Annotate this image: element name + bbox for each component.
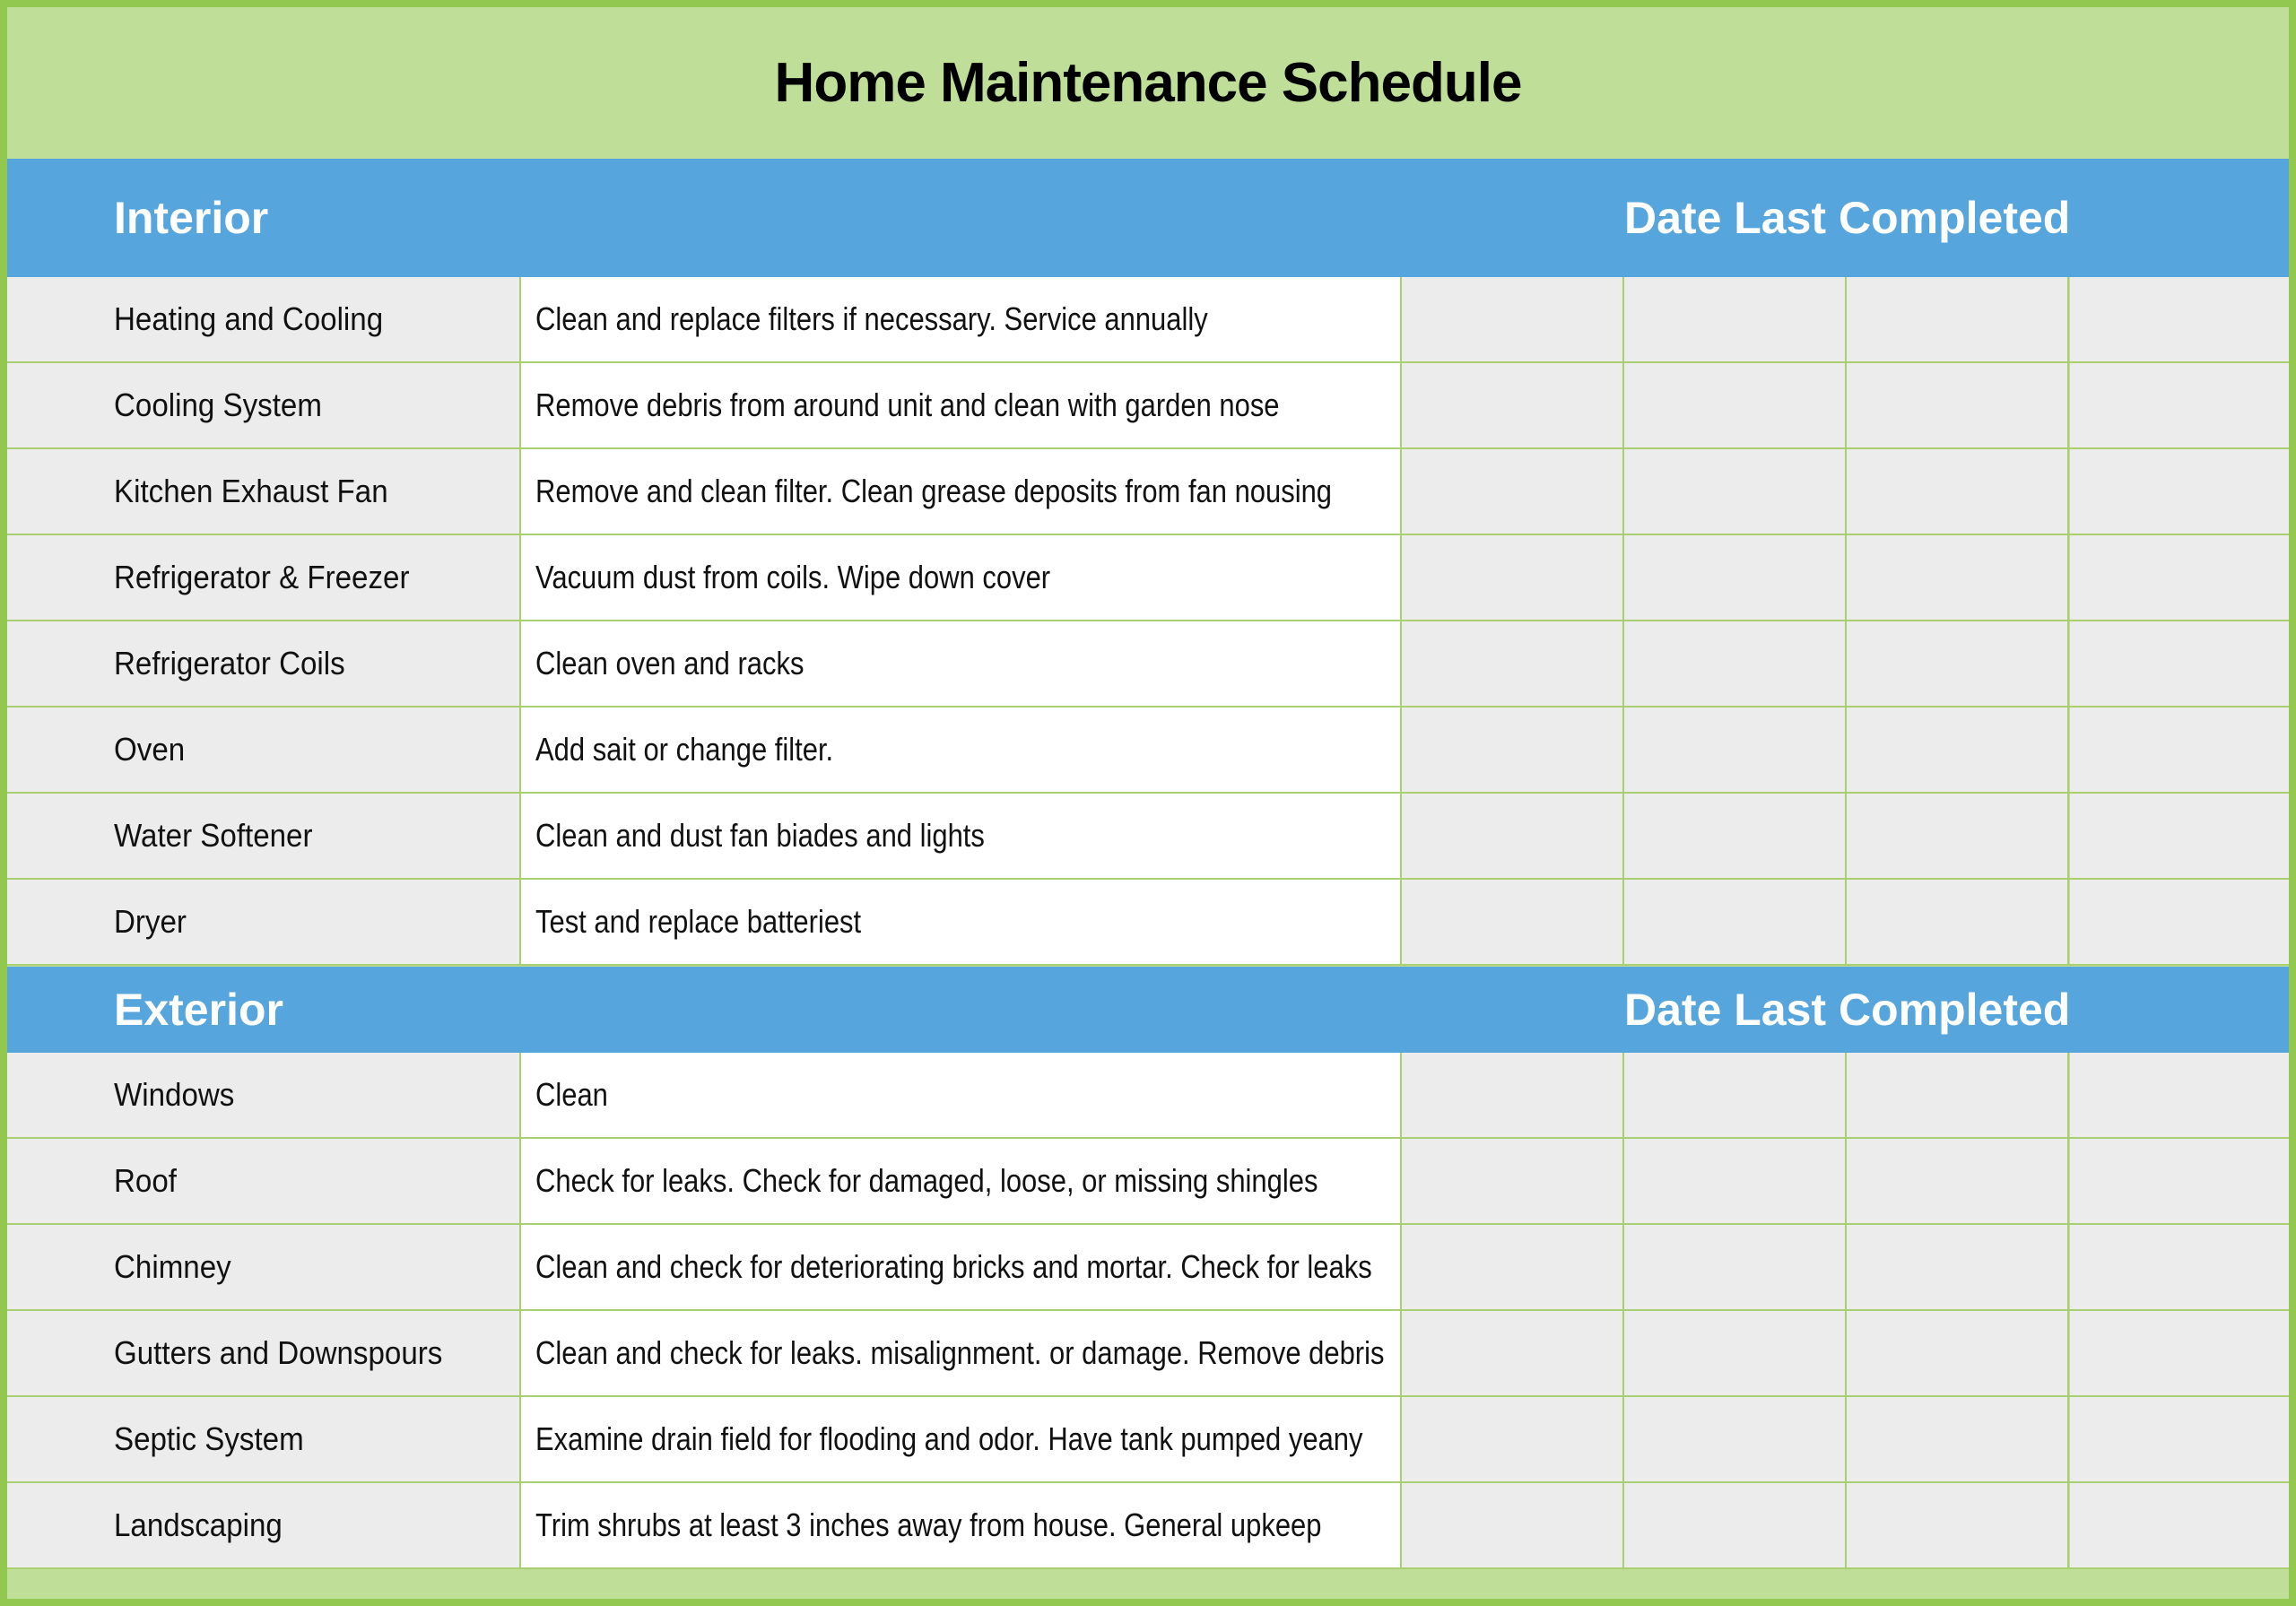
date-completed-cell[interactable] [1847, 535, 2069, 620]
item-cell [7, 363, 521, 447]
date-completed-cell[interactable] [1402, 277, 1624, 361]
date-completed-cell[interactable] [2070, 794, 2289, 878]
table-row [7, 708, 2289, 794]
task-cell [521, 535, 1402, 620]
item-cell [7, 449, 521, 534]
schedule-sheet [7, 7, 2289, 1599]
table-row [7, 535, 2289, 621]
task-description: Clean and replace filters if necessary. Service annually [535, 300, 1208, 337]
date-completed-cell[interactable] [1402, 880, 1624, 964]
task-cell [521, 1225, 1402, 1309]
table-row [7, 363, 2289, 449]
date-completed-cell[interactable] [1624, 1053, 1847, 1137]
date-completed-cell[interactable] [1624, 708, 1847, 792]
table-row [7, 1483, 2289, 1569]
item-name: Refrigerator Coils [114, 645, 345, 681]
table-row [7, 1053, 2289, 1139]
task-description: Remove debris from around unit and clean with garden nose [535, 386, 1280, 423]
date-completed-cell[interactable] [2070, 449, 2289, 534]
date-completed-cell[interactable] [1624, 880, 1847, 964]
date-completed-cell[interactable] [2070, 708, 2289, 792]
date-completed-cell[interactable] [1847, 1053, 2069, 1137]
item-name: Gutters and Downspours [114, 1334, 443, 1371]
date-completed-cell[interactable] [1847, 1225, 2069, 1309]
date-completed-cell[interactable] [2070, 535, 2289, 620]
item-cell [7, 277, 521, 361]
date-completed-cell[interactable] [1624, 1483, 1847, 1567]
date-completed-cell[interactable] [1624, 1311, 1847, 1395]
item-name: Cooling System [114, 386, 322, 423]
task-cell [521, 1053, 1402, 1137]
date-completed-cell[interactable] [1402, 535, 1624, 620]
task-description: Clean [535, 1076, 608, 1113]
task-description: Clean and dust fan biades and lights [535, 817, 985, 854]
section-header-exterior [7, 967, 2289, 1053]
date-completed-cell[interactable] [2070, 1397, 2289, 1481]
task-cell [521, 1397, 1402, 1481]
item-cell [7, 794, 521, 878]
table-row [7, 1139, 2289, 1225]
task-cell [521, 794, 1402, 878]
task-description: Remove and clean filter. Clean grease deposits from fan nousing [535, 473, 1333, 509]
item-cell [7, 708, 521, 792]
task-description: Clean oven and racks [535, 645, 804, 681]
item-cell [7, 880, 521, 964]
date-last-completed-header: Date Last Completed [1624, 193, 2071, 243]
task-description: Clean and check for leaks. misalignment. or damage. Remove debris [535, 1334, 1385, 1371]
date-completed-cell[interactable] [1847, 621, 2069, 706]
date-completed-cell[interactable] [1624, 1139, 1847, 1223]
table-row [7, 1397, 2289, 1483]
date-completed-cell[interactable] [1624, 449, 1847, 534]
date-completed-cell[interactable] [2070, 1053, 2289, 1137]
date-completed-cell[interactable] [2070, 1311, 2289, 1395]
task-cell [521, 1483, 1402, 1567]
task-cell [521, 1139, 1402, 1223]
date-completed-cell[interactable] [1847, 794, 2069, 878]
date-completed-cell[interactable] [1402, 1053, 1624, 1137]
date-completed-cell[interactable] [1847, 1483, 2069, 1567]
date-completed-cell[interactable] [1847, 1397, 2069, 1481]
item-cell [7, 1311, 521, 1395]
date-completed-cell[interactable] [1847, 1139, 2069, 1223]
item-cell [7, 1225, 521, 1309]
date-completed-cell[interactable] [1624, 1397, 1847, 1481]
date-completed-cell[interactable] [1847, 449, 2069, 534]
item-name: Chimney [114, 1248, 231, 1285]
item-cell [7, 1397, 521, 1481]
table-row [7, 449, 2289, 535]
date-completed-cell[interactable] [1847, 1311, 2069, 1395]
item-cell [7, 1139, 521, 1223]
date-completed-cell[interactable] [2070, 363, 2289, 447]
date-completed-cell[interactable] [1402, 363, 1624, 447]
table-row [7, 621, 2289, 708]
date-completed-cell[interactable] [1624, 794, 1847, 878]
date-completed-cell[interactable] [1402, 708, 1624, 792]
task-cell [521, 1311, 1402, 1395]
date-completed-cell[interactable] [1624, 1225, 1847, 1309]
section-title: Exterior [114, 985, 283, 1035]
date-completed-cell[interactable] [2070, 1483, 2289, 1567]
table-row [7, 1225, 2289, 1311]
date-completed-cell[interactable] [1624, 277, 1847, 361]
date-completed-cell[interactable] [1624, 363, 1847, 447]
date-completed-cell[interactable] [2070, 621, 2289, 706]
item-cell [7, 621, 521, 706]
section-header-interior [7, 159, 2289, 277]
date-completed-cell[interactable] [1402, 1397, 1624, 1481]
table-row [7, 277, 2289, 363]
task-cell [521, 621, 1402, 706]
item-name: Roof [114, 1162, 177, 1199]
task-cell [521, 277, 1402, 361]
date-completed-cell[interactable] [1402, 449, 1624, 534]
item-name: Refrigerator & Freezer [114, 559, 410, 595]
date-completed-cell[interactable] [1624, 621, 1847, 706]
task-description: Vacuum dust from coils. Wipe down cover [535, 559, 1051, 595]
date-completed-cell[interactable] [1402, 1139, 1624, 1223]
task-description: Test and replace batteriest [535, 903, 862, 940]
item-cell [7, 535, 521, 620]
item-name: Kitchen Exhaust Fan [114, 473, 388, 509]
date-completed-cell[interactable] [1847, 277, 2069, 361]
item-name: Landscaping [114, 1506, 283, 1543]
table-row [7, 1311, 2289, 1397]
date-completed-cell[interactable] [1402, 621, 1624, 706]
item-name: Oven [114, 731, 186, 768]
table-row [7, 880, 2289, 966]
item-name: Heating and Cooling [114, 300, 384, 337]
item-cell [7, 1483, 521, 1567]
date-completed-cell[interactable] [1847, 708, 2069, 792]
item-name: Septic System [114, 1420, 304, 1457]
task-description: Trim shrubs at least 3 inches away from house. General upkeep [535, 1506, 1322, 1543]
task-description: Add sait or change filter. [535, 731, 834, 768]
date-completed-cell[interactable] [2070, 277, 2289, 361]
task-description: Check for leaks. Check for damaged, loose, or missing shingles [535, 1162, 1318, 1199]
date-completed-cell[interactable] [1402, 794, 1624, 878]
date-completed-cell[interactable] [1402, 1225, 1624, 1309]
date-completed-cell[interactable] [1847, 363, 2069, 447]
task-description: Examine drain field for flooding and odor. Have tank pumped yeany [535, 1420, 1363, 1457]
section-title: Interior [114, 193, 269, 243]
date-completed-cell[interactable] [2070, 1225, 2289, 1309]
task-cell [521, 880, 1402, 964]
task-description: Clean and check for deteriorating bricks and mortar. Check for leaks [535, 1248, 1372, 1285]
date-completed-cell[interactable] [2070, 880, 2289, 964]
date-completed-cell[interactable] [1402, 1483, 1624, 1567]
item-name: Dryer [114, 903, 187, 940]
task-cell [521, 449, 1402, 534]
item-name: Water Softener [114, 817, 313, 854]
task-cell [521, 363, 1402, 447]
date-completed-cell[interactable] [1624, 535, 1847, 620]
item-name: Windows [114, 1076, 235, 1113]
task-cell [521, 708, 1402, 792]
table-row [7, 794, 2289, 880]
date-last-completed-header: Date Last Completed [1624, 985, 2071, 1035]
date-completed-cell[interactable] [1402, 1311, 1624, 1395]
date-completed-cell[interactable] [2070, 1139, 2289, 1223]
item-cell [7, 1053, 521, 1137]
date-completed-cell[interactable] [1847, 880, 2069, 964]
page-title: Home Maintenance Schedule [774, 52, 1522, 114]
